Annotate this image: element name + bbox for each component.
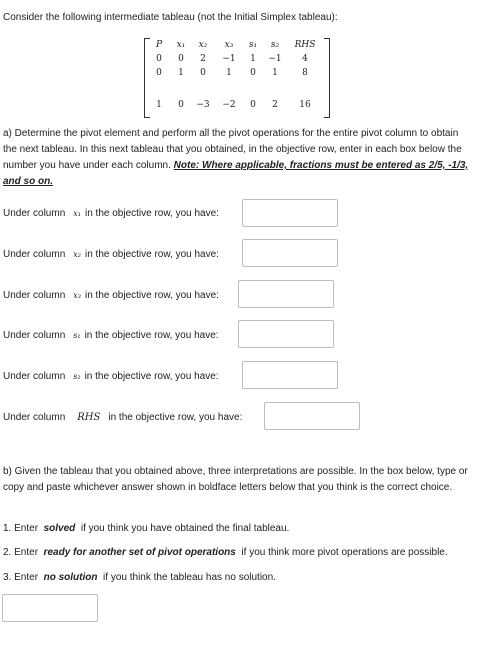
s1-answer-input[interactable] bbox=[238, 320, 334, 348]
variable-label: x₃ bbox=[73, 291, 81, 300]
tableau-cell: 0 bbox=[200, 68, 206, 78]
tableau-cell: 0 bbox=[178, 100, 184, 110]
option-keyword: ready for another set of pivot operations bbox=[43, 547, 236, 558]
option-description: if you think more pivot operations are possible. bbox=[241, 547, 448, 558]
part-b-text: b) Given the tableau that you obtained above, three interpretations are possible. In the box below, type or copy and paste whichever answer shown in boldface letters below that you think is the correct choice. bbox=[3, 466, 468, 493]
question-prefix: Under column bbox=[3, 371, 66, 382]
question-s2 bbox=[3, 371, 219, 382]
question-prefix: Under column bbox=[3, 208, 66, 219]
tableau-header-cell: RHS bbox=[294, 40, 316, 50]
question-suffix: in the objective row, you have: bbox=[84, 330, 219, 341]
tableau-cell: 1 bbox=[156, 100, 162, 110]
tableau-cell: 8 bbox=[302, 68, 308, 78]
tableau-cell: −1 bbox=[222, 54, 236, 64]
tableau-cell: 2 bbox=[200, 54, 206, 64]
question-suffix: in the objective row, you have: bbox=[84, 208, 219, 219]
tableau-cell: −2 bbox=[222, 100, 236, 110]
option-2 bbox=[3, 547, 448, 558]
question-prefix: Under column bbox=[3, 290, 66, 301]
variable-label: s₂ bbox=[73, 372, 81, 381]
question-suffix: in the objective row, you have: bbox=[84, 290, 219, 301]
tableau-cell: −1 bbox=[268, 54, 282, 64]
variable-label: RHS bbox=[77, 412, 101, 423]
x1-answer-input[interactable] bbox=[242, 199, 338, 227]
question-x2 bbox=[3, 249, 219, 260]
tableau-cell: 1 bbox=[178, 68, 184, 78]
option-description: if you think the tableau has no solution. bbox=[103, 572, 276, 583]
tableau-header-cell: P bbox=[155, 40, 163, 50]
tableau-cell: 1 bbox=[250, 54, 256, 64]
tableau-cell: 1 bbox=[226, 68, 232, 78]
tableau-cell: 2 bbox=[272, 100, 278, 110]
tableau-cell: −3 bbox=[196, 100, 210, 110]
question-suffix: in the objective row, you have: bbox=[108, 412, 243, 423]
question-suffix: in the objective row, you have: bbox=[84, 371, 219, 382]
part-a-text: a) Determine the pivot element and perform all the pivot operations for the entire pivot column to obtain the next tableau. In this next tableau that you obtained, in the objective row, enter in each box below the number you have under each column. bbox=[3, 128, 462, 171]
option-number: 1. Enter bbox=[3, 523, 39, 534]
option-1 bbox=[3, 523, 289, 534]
option-3 bbox=[3, 572, 276, 583]
question-prefix: Under column bbox=[3, 412, 66, 423]
x2-answer-input[interactable] bbox=[242, 239, 338, 267]
question-x3 bbox=[3, 290, 219, 301]
tableau-cell: 0 bbox=[250, 100, 256, 110]
question-suffix: in the objective row, you have: bbox=[84, 249, 219, 260]
fraction-note: Note: Where applicable, fractions must be entered as 2/5, -1/3, and so on. bbox=[3, 160, 469, 187]
tableau-header-cell: x₃ bbox=[224, 40, 234, 50]
tableau-header-cell: x₁ bbox=[176, 40, 186, 50]
interpretation-answer-input[interactable] bbox=[2, 594, 98, 622]
tableau-cell: 4 bbox=[302, 54, 308, 64]
question-s1 bbox=[3, 330, 219, 341]
intro-text: Consider the following intermediate tableau (not the Initial Simplex tableau): bbox=[3, 12, 338, 23]
tableau-cell: 0 bbox=[178, 54, 184, 64]
option-keyword: no solution bbox=[43, 572, 98, 583]
tableau-cell: 0 bbox=[156, 68, 162, 78]
tableau-header-cell: s₂ bbox=[270, 40, 280, 50]
question-rhs bbox=[3, 412, 242, 423]
simplex-tableau bbox=[144, 38, 330, 118]
right-bracket bbox=[324, 38, 330, 118]
variable-label: s₁ bbox=[73, 331, 81, 340]
option-description: if you think you have obtained the final tableau. bbox=[80, 523, 290, 534]
option-number: 2. Enter bbox=[3, 547, 39, 558]
variable-label: x₂ bbox=[73, 250, 81, 259]
tableau-header-cell: x₂ bbox=[198, 40, 208, 50]
tableau-cell: 1 bbox=[272, 68, 278, 78]
question-prefix: Under column bbox=[3, 330, 66, 341]
tableau-cell: 16 bbox=[299, 100, 311, 110]
rhs-answer-input[interactable] bbox=[264, 402, 360, 430]
question-x1 bbox=[3, 208, 219, 219]
tableau-cell: 0 bbox=[156, 54, 162, 64]
option-number: 3. Enter bbox=[3, 572, 39, 583]
tableau-header-cell: s₁ bbox=[248, 40, 258, 50]
part-a-instructions bbox=[3, 126, 473, 190]
option-keyword: solved bbox=[43, 523, 76, 534]
s2-answer-input[interactable] bbox=[242, 361, 338, 389]
variable-label: x₁ bbox=[73, 209, 81, 218]
x3-answer-input[interactable] bbox=[238, 280, 334, 308]
question-prefix: Under column bbox=[3, 249, 66, 260]
tableau-cell: 0 bbox=[250, 68, 256, 78]
